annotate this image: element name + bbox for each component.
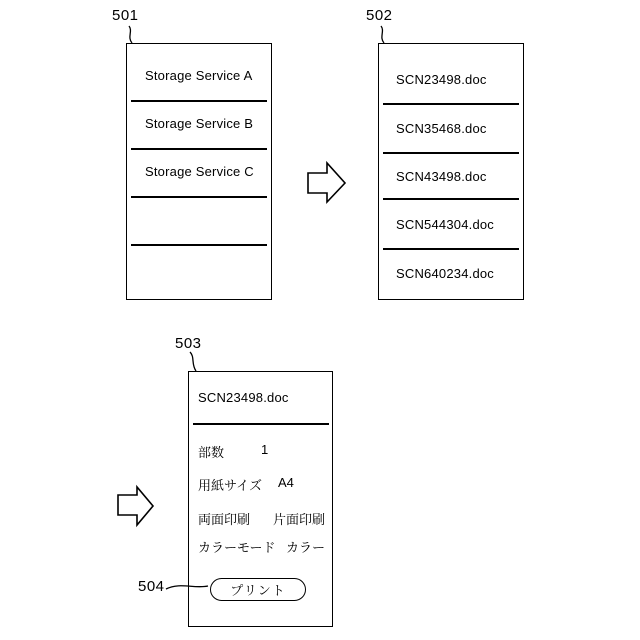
setting-label-copies: 部数 [198, 445, 225, 460]
list-item-document[interactable]: SCN544304.doc [396, 217, 494, 232]
ref-label-504: 504 [138, 578, 165, 595]
list-item-storage-service-a[interactable]: Storage Service A [145, 68, 253, 83]
list-item-document[interactable]: SCN640234.doc [396, 266, 494, 281]
list-item-document[interactable]: SCN23498.doc [396, 72, 487, 87]
row-divider [383, 103, 519, 105]
leader-line-501 [129, 26, 132, 43]
ref-label-502: 502 [366, 7, 393, 24]
setting-value-duplex[interactable]: 片面印刷 [273, 512, 326, 527]
setting-value-copies[interactable]: 1 [261, 442, 269, 457]
row-divider [383, 152, 519, 154]
setting-row-color-mode [189, 537, 334, 555]
ref-label-501: 501 [112, 7, 139, 24]
setting-row-copies [189, 442, 334, 460]
print-settings-panel [188, 371, 333, 627]
row-divider [383, 198, 519, 200]
row-divider [383, 248, 519, 250]
right-arrow-icon [118, 487, 153, 525]
right-arrow-icon [308, 163, 345, 202]
selected-document-name: SCN23498.doc [198, 390, 289, 405]
setting-label-paper-size: 用紙サイズ [198, 478, 262, 493]
document-list-panel [378, 43, 524, 300]
list-item-document[interactable]: SCN43498.doc [396, 169, 487, 184]
storage-service-list-panel [126, 43, 272, 300]
row-divider [131, 244, 267, 246]
print-button-label: プリント [230, 583, 286, 598]
row-divider [131, 196, 267, 198]
row-divider [131, 100, 267, 102]
setting-label-duplex: 両面印刷 [198, 512, 251, 527]
setting-row-paper-size [189, 475, 334, 493]
setting-row-duplex [189, 509, 334, 527]
header-divider [193, 423, 329, 425]
list-item-document[interactable]: SCN35468.doc [396, 121, 487, 136]
leader-line-502 [381, 26, 384, 43]
print-button[interactable] [210, 578, 306, 601]
leader-line-503 [190, 352, 196, 371]
row-divider [131, 148, 267, 150]
ref-label-503: 503 [175, 335, 202, 352]
setting-label-color-mode: カラーモード [198, 540, 276, 555]
list-item-storage-service-b[interactable]: Storage Service B [145, 116, 254, 131]
setting-value-paper-size[interactable]: A4 [278, 475, 294, 490]
setting-value-color-mode[interactable]: カラー [286, 540, 326, 555]
list-item-storage-service-c[interactable]: Storage Service C [145, 164, 254, 179]
